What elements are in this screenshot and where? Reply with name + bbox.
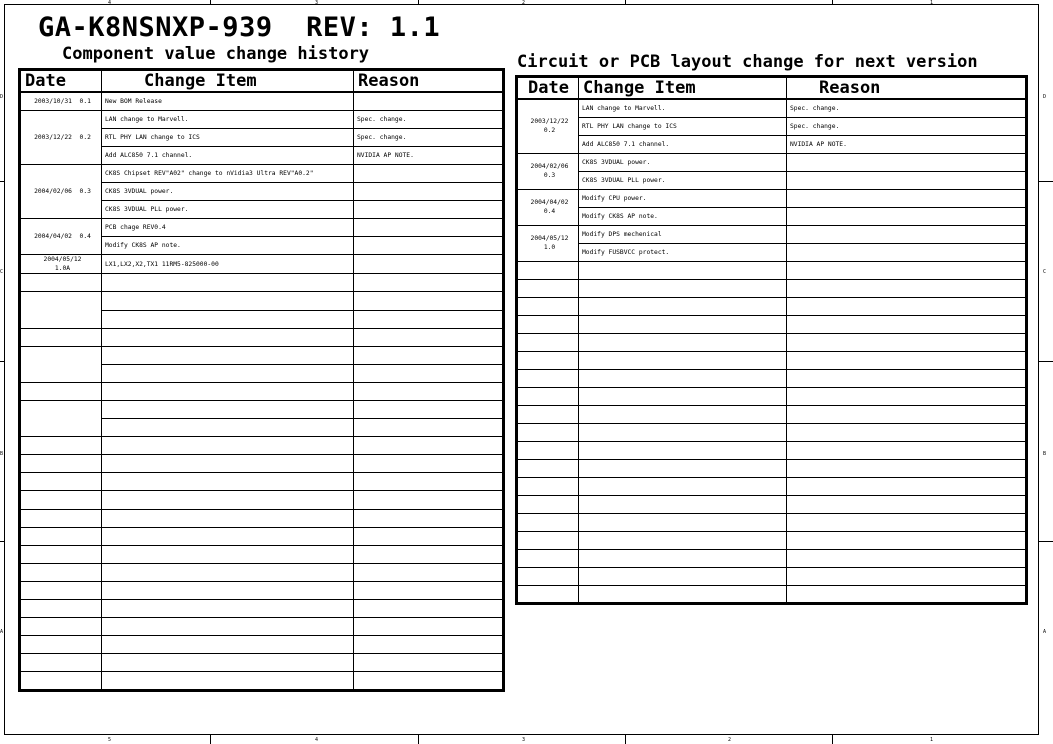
empty-row <box>517 549 1027 567</box>
empty-reason <box>354 364 504 382</box>
empty-item <box>102 328 354 346</box>
empty-row <box>517 279 1027 297</box>
zone-tick <box>210 0 211 4</box>
zone-label: B <box>1043 451 1047 457</box>
change-reason <box>787 153 1027 171</box>
empty-row <box>20 455 504 473</box>
empty-item <box>579 477 787 495</box>
change-item: CK8S Chipset REV"A02" change to nVidia3 Ultra REV"A0.2" <box>102 164 354 182</box>
empty-date <box>517 279 579 297</box>
change-item: PCB chage REV0.4 <box>102 219 354 237</box>
empty-row <box>20 545 504 563</box>
reason-header: Reason <box>787 77 1027 100</box>
empty-reason <box>787 261 1027 279</box>
layout-change-table <box>515 75 1028 605</box>
empty-row <box>517 531 1027 549</box>
empty-row <box>20 509 504 527</box>
component-history-heading: Component value change history <box>62 44 370 64</box>
table-row <box>517 243 1027 261</box>
empty-row <box>517 459 1027 477</box>
empty-item <box>102 455 354 473</box>
change-date: 2004/05/12 1.0 <box>517 225 579 261</box>
empty-item <box>579 297 787 315</box>
change-reason <box>787 243 1027 261</box>
change-date: 2004/04/02 0.4 <box>20 219 102 255</box>
change-reason: NVIDIA AP NOTE. <box>354 146 504 164</box>
zone-tick <box>418 735 419 744</box>
empty-reason <box>787 459 1027 477</box>
change-reason <box>787 189 1027 207</box>
empty-reason <box>354 419 504 437</box>
empty-item <box>579 333 787 351</box>
change-item: Modify FUSBVCC protect. <box>579 243 787 261</box>
table-row <box>517 153 1027 171</box>
empty-row <box>517 405 1027 423</box>
empty-date <box>517 423 579 441</box>
change-date: 2004/02/06 0.3 <box>20 164 102 218</box>
change-item: LAN change to Marvell. <box>102 110 354 128</box>
empty-reason <box>354 437 504 455</box>
empty-reason <box>787 279 1027 297</box>
change-date: 2003/12/22 0.2 <box>517 99 579 153</box>
empty-item <box>102 382 354 400</box>
table-row <box>517 117 1027 135</box>
zone-label: 3 <box>522 737 526 743</box>
empty-date <box>517 531 579 549</box>
empty-reason <box>354 310 504 328</box>
empty-row <box>20 581 504 599</box>
empty-reason <box>787 333 1027 351</box>
empty-row <box>20 382 504 400</box>
empty-reason <box>354 563 504 581</box>
empty-reason <box>354 292 504 310</box>
empty-date <box>517 585 579 603</box>
empty-reason <box>354 401 504 419</box>
change-reason: NVIDIA AP NOTE. <box>787 135 1027 153</box>
empty-item <box>102 310 354 328</box>
empty-reason <box>787 477 1027 495</box>
empty-date <box>20 328 102 346</box>
change-reason <box>354 92 504 110</box>
zone-label: C <box>0 269 4 275</box>
table-row <box>20 92 504 110</box>
zone-tick <box>0 361 4 362</box>
empty-row <box>20 636 504 654</box>
empty-item <box>579 387 787 405</box>
change-item: CK8S 3VDUAL PLL power. <box>102 201 354 219</box>
empty-row <box>20 654 504 672</box>
zone-tick <box>1039 541 1053 542</box>
zone-label: D <box>1043 94 1047 100</box>
empty-item <box>579 351 787 369</box>
empty-item <box>102 581 354 599</box>
empty-row <box>517 477 1027 495</box>
empty-date <box>20 509 102 527</box>
empty-item <box>102 437 354 455</box>
empty-reason <box>354 672 504 690</box>
change-item: Add ALC850 7.1 channel. <box>102 146 354 164</box>
change-reason <box>354 164 504 182</box>
empty-row <box>20 491 504 509</box>
empty-date <box>517 459 579 477</box>
empty-row <box>20 346 504 364</box>
zone-label: 4 <box>315 737 319 743</box>
empty-row <box>20 527 504 545</box>
change-reason: Spec. change. <box>787 99 1027 117</box>
empty-date <box>517 441 579 459</box>
empty-date <box>20 274 102 292</box>
empty-reason <box>354 274 504 292</box>
date-header: Date <box>20 70 102 93</box>
empty-date <box>20 437 102 455</box>
change-item: RTL PHY LAN change to ICS <box>102 128 354 146</box>
empty-row <box>517 315 1027 333</box>
empty-reason <box>354 581 504 599</box>
empty-reason <box>787 585 1027 603</box>
change-item: CK8S 3VDUAL power. <box>579 153 787 171</box>
table-row <box>20 255 504 274</box>
empty-item <box>102 672 354 690</box>
change-date: 2004/04/02 0.4 <box>517 189 579 225</box>
board-revision: REV: 1.1 <box>306 12 441 43</box>
zone-label: A <box>1043 629 1047 635</box>
empty-item <box>579 459 787 477</box>
empty-row <box>20 292 504 310</box>
empty-item <box>102 274 354 292</box>
empty-row <box>517 423 1027 441</box>
empty-reason <box>354 491 504 509</box>
empty-row <box>517 441 1027 459</box>
empty-item <box>579 567 787 585</box>
zone-label: 4 <box>108 0 112 6</box>
empty-row <box>517 261 1027 279</box>
empty-date <box>20 654 102 672</box>
empty-row <box>517 297 1027 315</box>
empty-item <box>102 473 354 491</box>
change-reason <box>354 255 504 274</box>
empty-row <box>20 600 504 618</box>
empty-item <box>579 261 787 279</box>
empty-row <box>20 473 504 491</box>
empty-reason <box>787 495 1027 513</box>
empty-item <box>579 369 787 387</box>
empty-row <box>20 437 504 455</box>
zone-label: 2 <box>522 0 526 6</box>
empty-date <box>20 491 102 509</box>
empty-date <box>517 495 579 513</box>
zone-label: C <box>1043 269 1047 275</box>
change-item: Add ALC850 7.1 channel. <box>579 135 787 153</box>
empty-reason <box>354 455 504 473</box>
change-reason <box>354 237 504 255</box>
empty-date <box>20 600 102 618</box>
empty-reason <box>787 315 1027 333</box>
change-date: 2004/02/06 0.3 <box>517 153 579 189</box>
zone-label: 1 <box>930 737 934 743</box>
empty-reason <box>354 382 504 400</box>
board-name: GA-K8NSNXP-939 <box>38 12 273 43</box>
zone-tick <box>0 181 4 182</box>
empty-item <box>102 636 354 654</box>
empty-date <box>517 369 579 387</box>
empty-date <box>20 401 102 437</box>
table-row <box>517 207 1027 225</box>
empty-item <box>579 513 787 531</box>
empty-reason <box>787 387 1027 405</box>
empty-reason <box>354 636 504 654</box>
empty-item <box>102 654 354 672</box>
change-item: Modify DPS mechenical <box>579 225 787 243</box>
zone-label: B <box>0 451 4 457</box>
empty-date <box>20 527 102 545</box>
empty-date <box>517 387 579 405</box>
empty-date <box>20 672 102 690</box>
empty-item <box>579 549 787 567</box>
table-row <box>517 171 1027 189</box>
change-item: LAN change to Marvell. <box>579 99 787 117</box>
change-item: Modify CK8S AP note. <box>102 237 354 255</box>
zone-tick <box>625 735 626 744</box>
empty-item <box>102 545 354 563</box>
empty-reason <box>787 549 1027 567</box>
empty-row <box>517 351 1027 369</box>
zone-tick <box>1039 181 1053 182</box>
empty-reason <box>787 441 1027 459</box>
page-title <box>38 12 440 43</box>
empty-date <box>20 563 102 581</box>
empty-row <box>517 387 1027 405</box>
empty-date <box>517 567 579 585</box>
empty-date <box>517 333 579 351</box>
empty-reason <box>787 405 1027 423</box>
change-item: Modify CPU power. <box>579 189 787 207</box>
zone-label: 3 <box>315 0 319 6</box>
empty-row <box>20 618 504 636</box>
change-date: 2004/05/12 1.0A <box>20 255 102 274</box>
table-row <box>517 99 1027 117</box>
change-date: 2003/12/22 0.2 <box>20 110 102 164</box>
empty-date <box>20 346 102 382</box>
empty-date <box>517 261 579 279</box>
empty-row <box>517 567 1027 585</box>
change-item: New BOM Release <box>102 92 354 110</box>
empty-item <box>102 491 354 509</box>
zone-tick <box>832 0 833 4</box>
empty-row <box>20 274 504 292</box>
empty-reason <box>354 545 504 563</box>
change-reason: Spec. change. <box>787 117 1027 135</box>
empty-row <box>517 495 1027 513</box>
empty-row <box>20 328 504 346</box>
empty-reason <box>354 328 504 346</box>
zone-tick <box>1039 361 1053 362</box>
empty-date <box>20 545 102 563</box>
change-item: CK8S 3VDUAL power. <box>102 182 354 200</box>
reason-header: Reason <box>354 70 504 93</box>
empty-item <box>579 405 787 423</box>
change-item: LX1,LX2,X2,TX1 11RM5-825000-00 <box>102 255 354 274</box>
change-item: CK8S 3VDUAL PLL power. <box>579 171 787 189</box>
empty-reason <box>354 527 504 545</box>
zone-label: 2 <box>728 737 732 743</box>
empty-row <box>517 513 1027 531</box>
empty-reason <box>354 654 504 672</box>
empty-item <box>579 531 787 549</box>
zone-tick <box>418 0 419 4</box>
empty-item <box>102 600 354 618</box>
empty-reason <box>354 346 504 364</box>
empty-row <box>517 585 1027 603</box>
empty-item <box>102 618 354 636</box>
empty-item <box>102 527 354 545</box>
empty-date <box>20 473 102 491</box>
layout-change-heading: Circuit or PCB layout change for next version <box>517 52 978 72</box>
empty-date <box>20 618 102 636</box>
empty-reason <box>787 567 1027 585</box>
empty-date <box>517 549 579 567</box>
zone-label: A <box>0 629 4 635</box>
empty-reason <box>354 618 504 636</box>
change-item-header: Change Item <box>579 77 787 100</box>
empty-reason <box>787 351 1027 369</box>
empty-date <box>517 405 579 423</box>
empty-date <box>517 351 579 369</box>
empty-date <box>20 455 102 473</box>
empty-item <box>102 292 354 310</box>
empty-item <box>102 346 354 364</box>
table-row <box>517 189 1027 207</box>
table-row <box>20 110 504 128</box>
empty-reason <box>787 423 1027 441</box>
change-reason: Spec. change. <box>354 128 504 146</box>
change-item: Modify CK8S AP note. <box>579 207 787 225</box>
empty-row <box>20 672 504 690</box>
empty-item <box>579 315 787 333</box>
change-item: RTL PHY LAN change to ICS <box>579 117 787 135</box>
empty-row <box>517 369 1027 387</box>
empty-row <box>20 563 504 581</box>
zone-tick <box>0 541 4 542</box>
empty-reason <box>354 600 504 618</box>
empty-item <box>102 563 354 581</box>
zone-label: D <box>0 94 4 100</box>
date-header: Date <box>517 77 579 100</box>
empty-row <box>20 401 504 419</box>
empty-item <box>579 585 787 603</box>
empty-reason <box>354 473 504 491</box>
change-reason <box>354 219 504 237</box>
empty-date <box>517 315 579 333</box>
empty-item <box>579 279 787 297</box>
empty-date <box>517 477 579 495</box>
change-item-header: Change Item <box>102 70 354 93</box>
empty-item <box>102 364 354 382</box>
empty-date <box>20 636 102 654</box>
component-history-table <box>18 68 505 692</box>
zone-tick <box>210 735 211 744</box>
empty-date <box>20 581 102 599</box>
empty-row <box>517 333 1027 351</box>
table-row <box>20 219 504 237</box>
zone-label: 5 <box>108 737 112 743</box>
table-row <box>517 135 1027 153</box>
zone-label: 1 <box>930 0 934 6</box>
zone-tick <box>625 0 626 4</box>
empty-item <box>102 509 354 527</box>
change-reason <box>787 171 1027 189</box>
table-row <box>517 225 1027 243</box>
change-reason <box>787 225 1027 243</box>
change-reason <box>354 201 504 219</box>
empty-reason <box>787 369 1027 387</box>
change-date: 2003/10/31 0.1 <box>20 92 102 110</box>
change-reason: Spec. change. <box>354 110 504 128</box>
empty-reason <box>787 531 1027 549</box>
empty-item <box>579 423 787 441</box>
empty-item <box>102 401 354 419</box>
empty-reason <box>787 297 1027 315</box>
empty-reason <box>787 513 1027 531</box>
empty-date <box>517 297 579 315</box>
empty-item <box>579 441 787 459</box>
change-reason <box>787 207 1027 225</box>
empty-date <box>20 382 102 400</box>
change-reason <box>354 182 504 200</box>
empty-date <box>20 292 102 328</box>
empty-item <box>579 495 787 513</box>
zone-tick <box>832 735 833 744</box>
empty-reason <box>354 509 504 527</box>
empty-date <box>517 513 579 531</box>
empty-item <box>102 419 354 437</box>
table-row <box>20 164 504 182</box>
